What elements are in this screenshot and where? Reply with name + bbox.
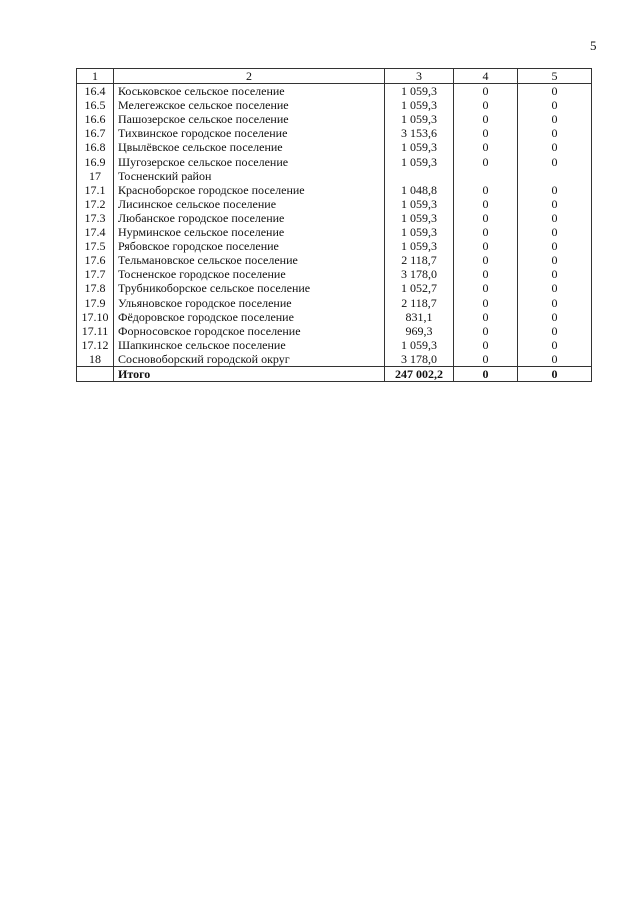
column-5-cell: 0 <box>518 98 592 112</box>
column-4-cell: 0 <box>454 112 518 126</box>
row-number-cell: 17.7 <box>77 267 114 281</box>
table-row <box>77 183 592 197</box>
column-5-cell: 0 <box>518 140 592 154</box>
amount-cell: 969,3 <box>385 324 454 338</box>
amount-cell: 1 059,3 <box>385 155 454 169</box>
amount-cell: 1 059,3 <box>385 239 454 253</box>
column-header-1: 1 <box>77 69 114 84</box>
column-5-cell: 0 <box>518 253 592 267</box>
row-number-cell: 17 <box>77 169 114 183</box>
table-total-row <box>77 366 592 381</box>
amount-cell: 1 059,3 <box>385 338 454 352</box>
column-4-cell: 0 <box>454 253 518 267</box>
column-5-cell <box>518 169 592 183</box>
table-row <box>77 296 592 310</box>
row-number-cell: 17.2 <box>77 197 114 211</box>
amount-cell: 3 153,6 <box>385 126 454 140</box>
column-5-cell: 0 <box>518 338 592 352</box>
settlement-name-cell: Итого <box>114 366 385 381</box>
column-4-cell: 0 <box>454 140 518 154</box>
settlement-name-cell: Коськовское сельское поселение <box>114 84 385 99</box>
settlement-name-cell: Тихвинское городское поселение <box>114 126 385 140</box>
settlement-name-cell: Шапкинское сельское поселение <box>114 338 385 352</box>
amount-cell <box>385 169 454 183</box>
column-4-cell: 0 <box>454 211 518 225</box>
column-5-cell: 0 <box>518 126 592 140</box>
column-header-4: 4 <box>454 69 518 84</box>
amount-cell: 2 118,7 <box>385 296 454 310</box>
table-row <box>77 140 592 154</box>
settlement-name-cell: Нурминское сельское поселение <box>114 225 385 239</box>
table-row <box>77 155 592 169</box>
settlement-name-cell: Цвылёвское сельское поселение <box>114 140 385 154</box>
settlement-name-cell: Лисинское сельское поселение <box>114 197 385 211</box>
column-5-cell: 0 <box>518 225 592 239</box>
table-row <box>77 169 592 183</box>
table-row <box>77 84 592 99</box>
row-number-cell: 16.7 <box>77 126 114 140</box>
column-5-cell: 0 <box>518 183 592 197</box>
column-5-cell: 0 <box>518 324 592 338</box>
row-number-cell: 17.9 <box>77 296 114 310</box>
settlement-name-cell: Тосненский район <box>114 169 385 183</box>
table-row <box>77 98 592 112</box>
table-row <box>77 225 592 239</box>
settlement-name-cell: Тельмановское сельское поселение <box>114 253 385 267</box>
column-header-5: 5 <box>518 69 592 84</box>
table-row <box>77 324 592 338</box>
column-5-cell: 0 <box>518 281 592 295</box>
settlement-name-cell: Пашозерское сельское поселение <box>114 112 385 126</box>
amount-cell: 1 052,7 <box>385 281 454 295</box>
row-number-cell: 16.5 <box>77 98 114 112</box>
amount-cell: 1 048,8 <box>385 183 454 197</box>
column-5-cell: 0 <box>518 310 592 324</box>
column-header-2: 2 <box>114 69 385 84</box>
row-number-cell: 17.4 <box>77 225 114 239</box>
row-number-cell: 17.10 <box>77 310 114 324</box>
column-4-cell: 0 <box>454 281 518 295</box>
settlement-name-cell: Любанское городское поселение <box>114 211 385 225</box>
amount-cell: 1 059,3 <box>385 211 454 225</box>
column-4-cell: 0 <box>454 296 518 310</box>
column-4-cell: 0 <box>454 84 518 99</box>
table-row <box>77 267 592 281</box>
column-5-cell: 0 <box>518 239 592 253</box>
column-5-cell: 0 <box>518 267 592 281</box>
amount-cell: 2 118,7 <box>385 253 454 267</box>
column-4-cell: 0 <box>454 324 518 338</box>
row-number-cell: 17.6 <box>77 253 114 267</box>
column-4-cell: 0 <box>454 239 518 253</box>
column-4-cell: 0 <box>454 338 518 352</box>
row-number-cell: 17.12 <box>77 338 114 352</box>
column-5-cell: 0 <box>518 112 592 126</box>
settlement-name-cell: Шугозерское сельское поселение <box>114 155 385 169</box>
settlement-name-cell: Фёдоровское городское поселение <box>114 310 385 324</box>
settlement-name-cell: Форносовское городское поселение <box>114 324 385 338</box>
amount-cell: 831,1 <box>385 310 454 324</box>
row-number-cell: 16.8 <box>77 140 114 154</box>
row-number-cell <box>77 366 114 381</box>
column-5-cell: 0 <box>518 352 592 367</box>
settlement-name-cell: Мелегежское сельское поселение <box>114 98 385 112</box>
table-row <box>77 253 592 267</box>
amount-cell: 1 059,3 <box>385 112 454 126</box>
table-row <box>77 211 592 225</box>
settlement-name-cell: Трубникоборское сельское поселение <box>114 281 385 295</box>
column-4-cell: 0 <box>454 183 518 197</box>
column-5-cell: 0 <box>518 84 592 99</box>
table-row <box>77 239 592 253</box>
column-4-cell: 0 <box>454 352 518 367</box>
row-number-cell: 17.1 <box>77 183 114 197</box>
column-4-cell: 0 <box>454 197 518 211</box>
column-5-cell: 0 <box>518 366 592 381</box>
amount-cell: 1 059,3 <box>385 140 454 154</box>
column-5-cell: 0 <box>518 155 592 169</box>
column-4-cell: 0 <box>454 225 518 239</box>
table-header-row <box>77 69 592 84</box>
column-4-cell: 0 <box>454 310 518 324</box>
column-5-cell: 0 <box>518 296 592 310</box>
table-row <box>77 197 592 211</box>
column-4-cell: 0 <box>454 155 518 169</box>
amount-cell: 247 002,2 <box>385 366 454 381</box>
amount-cell: 1 059,3 <box>385 98 454 112</box>
column-4-cell: 0 <box>454 267 518 281</box>
column-header-3: 3 <box>385 69 454 84</box>
amount-cell: 3 178,0 <box>385 352 454 367</box>
amount-cell: 1 059,3 <box>385 225 454 239</box>
amount-cell: 1 059,3 <box>385 84 454 99</box>
settlement-name-cell: Рябовское городское поселение <box>114 239 385 253</box>
page-number: 5 <box>590 38 597 53</box>
row-number-cell: 18 <box>77 352 114 367</box>
row-number-cell: 17.5 <box>77 239 114 253</box>
settlement-name-cell: Красноборское городское поселение <box>114 183 385 197</box>
column-4-cell: 0 <box>454 366 518 381</box>
table-row <box>77 338 592 352</box>
table-row <box>77 112 592 126</box>
settlement-name-cell: Сосновоборский городской округ <box>114 352 385 367</box>
settlement-name-cell: Ульяновское городское поселение <box>114 296 385 310</box>
column-5-cell: 0 <box>518 211 592 225</box>
row-number-cell: 17.11 <box>77 324 114 338</box>
table-row <box>77 126 592 140</box>
table-row <box>77 352 592 367</box>
row-number-cell: 17.8 <box>77 281 114 295</box>
row-number-cell: 17.3 <box>77 211 114 225</box>
table-row <box>77 281 592 295</box>
amount-cell: 3 178,0 <box>385 267 454 281</box>
table-row <box>77 310 592 324</box>
column-4-cell <box>454 169 518 183</box>
allocation-table <box>76 68 592 382</box>
row-number-cell: 16.9 <box>77 155 114 169</box>
column-4-cell: 0 <box>454 98 518 112</box>
amount-cell: 1 059,3 <box>385 197 454 211</box>
column-4-cell: 0 <box>454 126 518 140</box>
row-number-cell: 16.6 <box>77 112 114 126</box>
row-number-cell: 16.4 <box>77 84 114 99</box>
column-5-cell: 0 <box>518 197 592 211</box>
settlement-name-cell: Тосненское городское поселение <box>114 267 385 281</box>
